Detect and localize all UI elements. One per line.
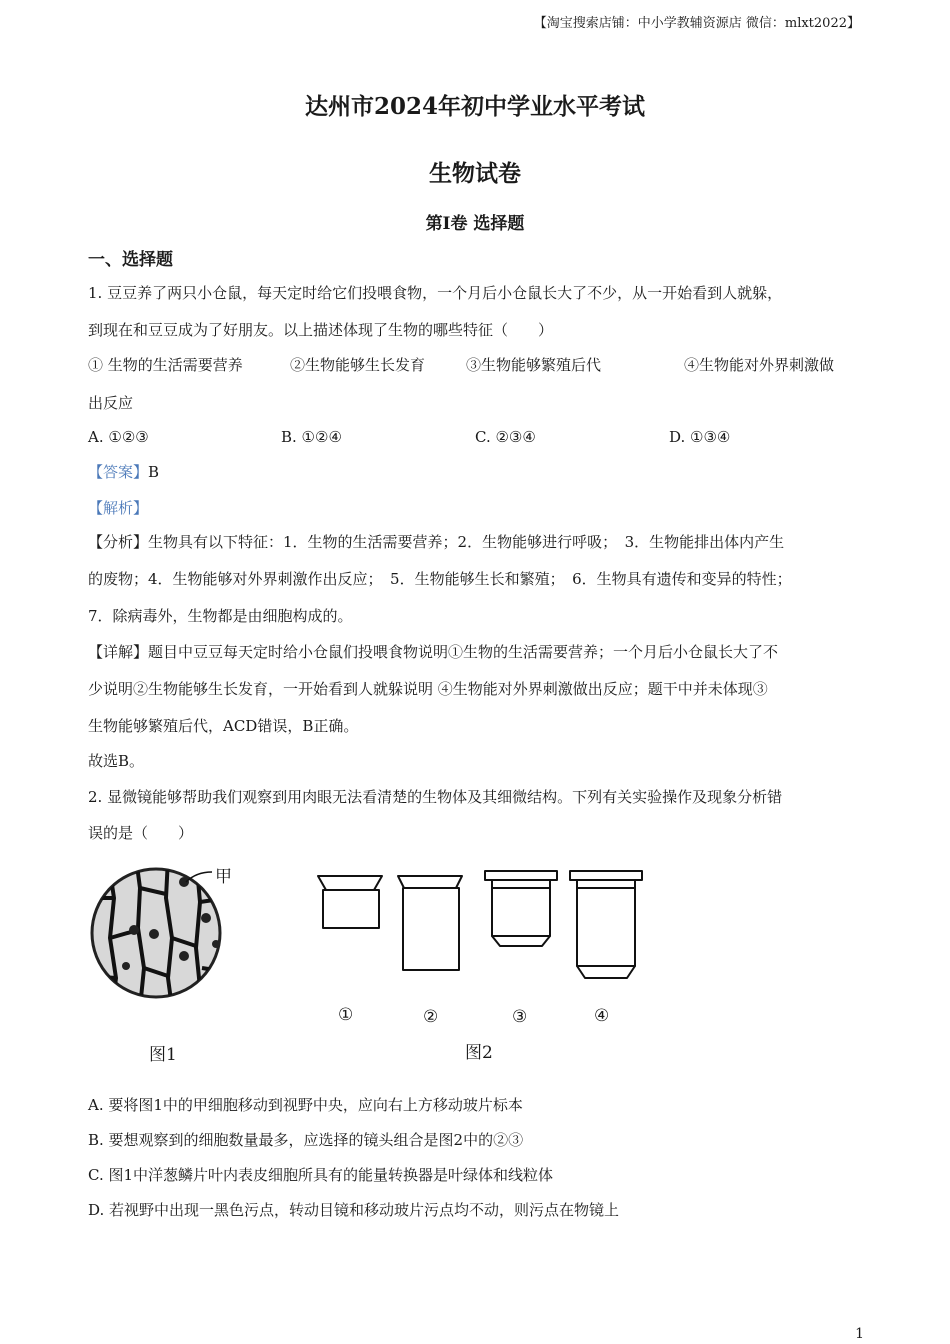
answer-tag: 【答案】 [88,463,149,481]
answer-value: B [148,463,160,481]
figure2-lenses [310,862,650,992]
q1-item-3: ③生物能够繁殖后代 [466,356,602,374]
q1-item-4: ④生物能对外界刺激做 [684,356,835,374]
fenxi-text: 生物具有以下特征：1．生物的生活需要营养；2．生物能够进行呼吸； 3．生物能排出体内产生 [148,533,785,551]
figure2-caption: 图2 [465,1043,493,1063]
figure2-label-3: ③ [512,1007,528,1027]
conclusion: 故选B。 [88,752,145,770]
xiangjie-text: 题目中豆豆每天定时给小仓鼠们投喂食物说明①生物的生活需要营养；一个月后小仓鼠长大了不 [148,643,779,661]
fenxi-line1 [88,532,784,552]
q1-answer-line [88,462,159,482]
xiangjie-line3: 生物能够繁殖后代，ACD错误，B正确。 [88,717,359,735]
figure2-label-4: ④ [594,1006,610,1026]
lens-4-ring [577,880,635,888]
fenxi-line3: 7．除病毒外，生物都是由细胞构成的。 [88,607,353,625]
figure1-caption: 图1 [149,1045,177,1065]
q2-stem-line1: 2. 显微镜能够帮助我们观察到用肉眼无法看清楚的生物体及其细微结构。下列有关实验操作及现象分析错 [88,788,783,806]
q2-stem-line2: 误的是（ ） [88,824,194,842]
xiangjie-tag: 【详解】 [88,643,149,661]
q1-stem-line2: 到现在和豆豆成为了好朋友。以上描述体现了生物的哪些特征（ ） [88,321,554,339]
q1-option-d: D. ①③④ [669,428,731,446]
fenxi-line2: 的废物；4．生物能够对外界刺激作出反应； 5．生物能够生长和繁殖； 6．生物具有遗传和变异的特性； [88,570,792,588]
q1-stem-line1: 1. 豆豆养了两只小仓鼠，每天定时给它们投喂食物，一个月后小仓鼠长大了不少，从一开始看到人就躲， [88,284,783,302]
lens-2-eyepiece-top [398,876,462,888]
lens-4-tip [577,966,635,978]
figure2-label-2: ② [423,1007,439,1027]
lens-2-body [403,888,459,970]
lens-4-body [577,888,635,966]
header-note: 【淘宝搜索店铺：中小学教辅资源店 微信：mlxt2022】 [533,16,860,31]
q1-item-4-cont: 出反应 [88,394,134,412]
q1-item-2: ②生物能够生长发育 [290,356,426,374]
page-number: 1 [855,1326,864,1342]
fenxi-tag: 【分析】 [88,533,149,551]
lens-3-thread [485,871,557,880]
lens-3-tip [492,936,550,946]
lens-1-body [323,890,379,928]
lens-3-body [492,888,550,936]
q2-option-a: A. 要将图1中的甲细胞移动到视野中央，应向右上方移动玻片标本 [88,1096,523,1114]
q2-option-c: C. 图1中洋葱鳞片叶内表皮细胞所具有的能量转换器是叶绿体和线粒体 [88,1166,554,1184]
q1-item-1: ① 生物的生活需要营养 [88,356,243,374]
q2-option-b: B. 要想观察到的细胞数量最多，应选择的镜头组合是图2中的②③ [88,1131,524,1149]
section-heading: 一、选择题 [88,250,173,270]
exam-title: 达州市2024年初中学业水平考试 [304,93,645,120]
xiangjie-line1 [88,642,778,662]
lens-1-eyepiece-top [318,876,382,890]
xiangjie-line2: 少说明②生物能够生长发育，一开始看到人就躲说明 ④生物能对外界刺激做出反应；题干中并未体现③ [88,680,768,698]
analysis-tag: 【解析】 [88,499,149,517]
exam-subtitle: 生物试卷 [429,160,521,187]
figure2-label-1: ① [338,1005,354,1025]
lens-3-ring [492,880,550,888]
q1-option-c: C. ②③④ [475,428,536,446]
figure1-pointer-label: 甲 [215,867,232,887]
part-heading: 第I卷 选择题 [425,214,525,234]
lens-4-thread [570,871,642,880]
q1-option-b: B. ①②④ [281,428,342,446]
q1-option-a: A. ①②③ [88,428,149,446]
q2-option-d: D. 若视野中出现一黑色污点，转动目镜和移动玻片污点均不动，则污点在物镜上 [88,1201,620,1219]
